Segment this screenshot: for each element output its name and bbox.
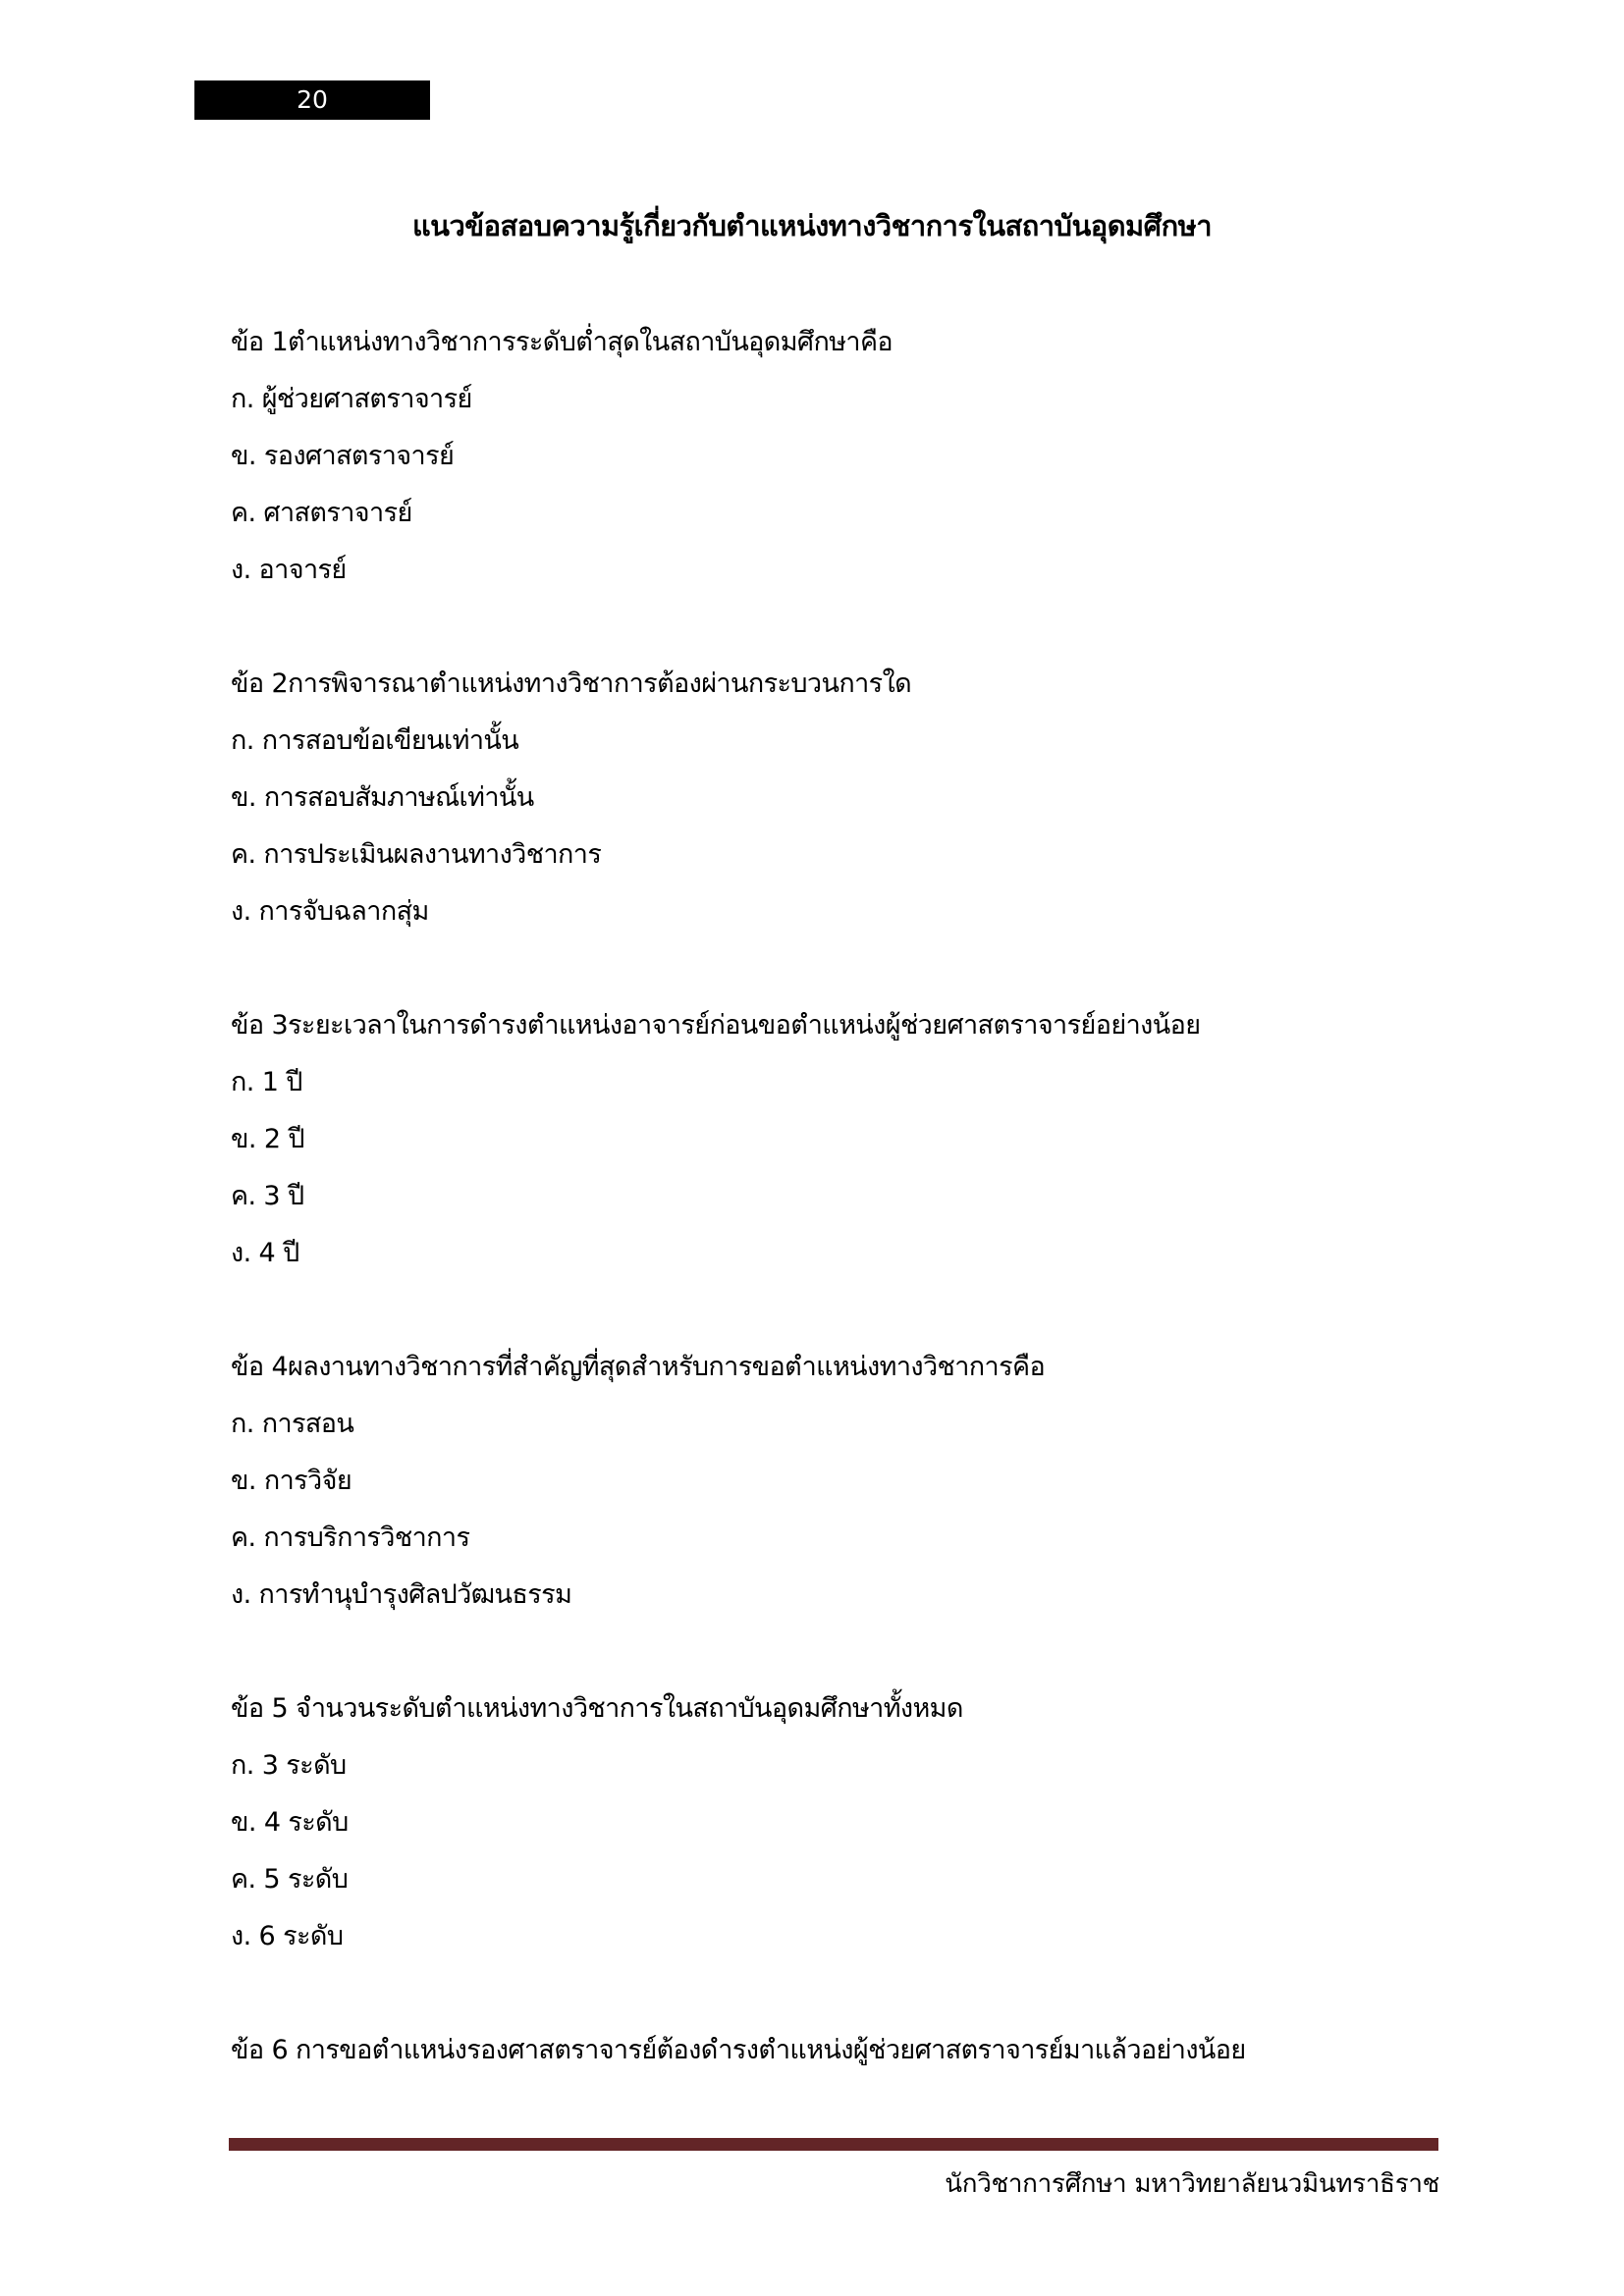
choice-d: ง. การทำนุบำรุงศิลปวัฒนธรรม: [231, 1579, 572, 1610]
choice-a: ก. การสอน: [231, 1409, 354, 1439]
choice-b: ข. รองศาสตราจารย์: [231, 441, 455, 471]
question-list: [231, 314, 1458, 2136]
question-3: [231, 997, 1458, 1282]
choice-c: ค. 5 ระดับ: [231, 1864, 349, 1895]
choice-c: ค. การประเมินผลงานทางวิชาการ: [231, 839, 602, 870]
question-2: [231, 656, 1458, 940]
document-title: แนวข้อสอบความรู้เกี่ยวกับตำแหน่งทางวิชาการในสถาบันอุดมศึกษา: [411, 209, 1213, 242]
question-6: [231, 2022, 1458, 2079]
page-number: 20: [194, 80, 430, 120]
choice-a: ก. 1 ปี: [231, 1067, 302, 1097]
choice-d: ง. การจับฉลากสุ่ม: [231, 896, 429, 927]
choice-c: ค. 3 ปี: [231, 1181, 304, 1211]
choice-d: ง. 4 ปี: [231, 1238, 299, 1268]
choice-b: ข. 4 ระดับ: [231, 1807, 349, 1838]
footer-text: นักวิชาการศึกษา มหาวิทยาลัยนวมินทราธิราช: [945, 2169, 1439, 2199]
question-text: ข้อ 4ผลงานทางวิชาการที่สำคัญที่สุดสำหรับการขอตำแหน่งทางวิชาการคือ: [231, 1352, 1046, 1382]
question-1: [231, 314, 1458, 599]
question-text: ข้อ 6 การขอตำแหน่งรองศาสตราจารย์ต้องดำรงตำแหน่งผู้ช่วยศาสตราจารย์มาแล้วอย่างน้อย: [231, 2035, 1246, 2065]
choice-d: ง. อาจารย์: [231, 555, 347, 585]
choice-b: ข. 2 ปี: [231, 1124, 304, 1154]
question-5: [231, 1681, 1458, 1965]
question-4: [231, 1339, 1458, 1624]
choice-d: ง. 6 ระดับ: [231, 1921, 344, 1951]
choice-a: ก. ผู้ช่วยศาสตราจารย์: [231, 384, 472, 414]
choice-c: ค. การบริการวิชาการ: [231, 1522, 470, 1553]
footer-divider: [229, 2138, 1438, 2151]
question-text: ข้อ 1ตำแหน่งทางวิชาการระดับต่ำสุดในสถาบันอุดมศึกษาคือ: [231, 327, 893, 357]
choice-b: ข. การวิจัย: [231, 1466, 352, 1496]
choice-b: ข. การสอบสัมภาษณ์เท่านั้น: [231, 782, 534, 813]
choice-c: ค. ศาสตราจารย์: [231, 498, 412, 528]
question-text: ข้อ 3ระยะเวลาในการดำรงตำแหน่งอาจารย์ก่อนขอตำแหน่งผู้ช่วยศาสตราจารย์อย่างน้อย: [231, 1010, 1201, 1041]
choice-a: ก. การสอบข้อเขียนเท่านั้น: [231, 725, 519, 756]
question-text: ข้อ 5 จำนวนระดับตำแหน่งทางวิชาการในสถาบันอุดมศึกษาทั้งหมด: [231, 1693, 963, 1724]
question-text: ข้อ 2การพิจารณาตำแหน่งทางวิชาการต้องผ่านกระบวนการใด: [231, 668, 912, 699]
choice-a: ก. 3 ระดับ: [231, 1750, 347, 1781]
